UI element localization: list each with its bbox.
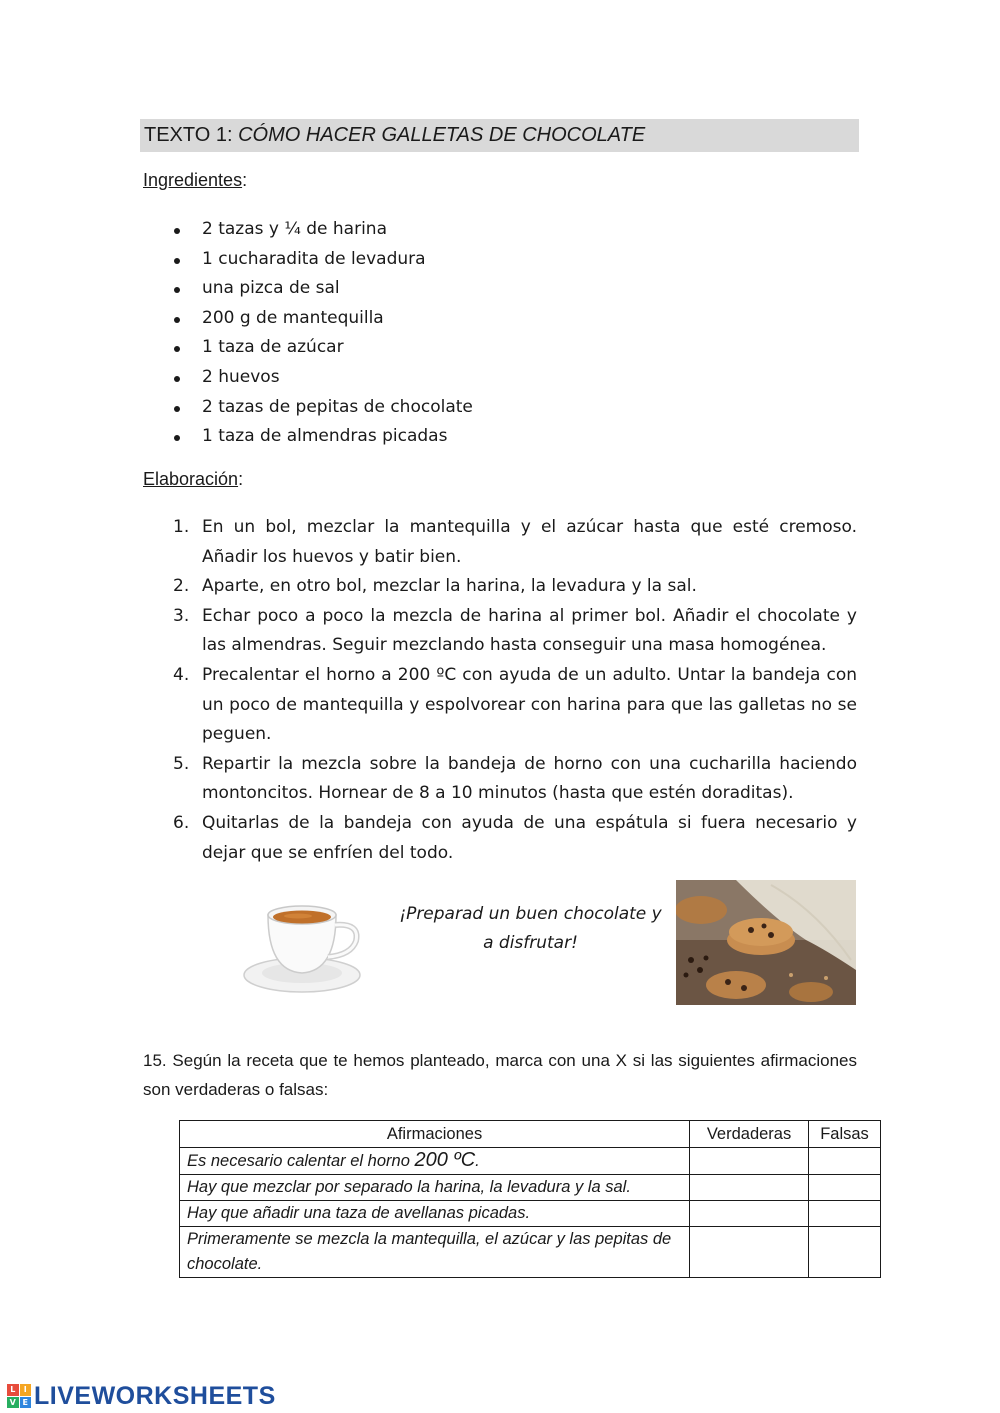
cookies-image xyxy=(676,880,856,1005)
false-answer-cell[interactable] xyxy=(809,1201,881,1227)
table-row xyxy=(180,1227,881,1278)
ingredients-list xyxy=(143,215,843,452)
true-answer-cell[interactable] xyxy=(690,1148,809,1175)
list-item: una pizca de sal xyxy=(143,274,843,304)
true-answer-cell[interactable] xyxy=(690,1175,809,1201)
step-text: En un bol, mezclar la mantequilla y el azúcar hasta que esté cremoso. Añadir los huevos y batir bien. xyxy=(202,517,857,567)
title-name: CÓMO HACER GALLETAS DE CHOCOLATE xyxy=(238,124,646,146)
step-number: 2. xyxy=(173,576,190,597)
step-item xyxy=(143,750,857,809)
tea-cup-image xyxy=(220,893,385,998)
header-false: Falsas xyxy=(809,1121,881,1148)
worksheet-title xyxy=(140,119,859,152)
title-prefix: TEXTO 1: xyxy=(144,124,239,146)
list-item: 2 tazas de pepitas de chocolate xyxy=(143,393,843,423)
step-text: Repartir la mezcla sobre la bandeja de horno con una cucharilla haciendo montoncitos. Hornear de 8 a 10 minutos (hasta que estén doraditas). xyxy=(202,753,857,804)
false-answer-cell[interactable] xyxy=(809,1227,881,1278)
ingredients-label: Ingredientes xyxy=(143,170,243,190)
true-answer-cell[interactable] xyxy=(690,1227,809,1278)
step-text: Quitarlas de la bandeja con ayuda de una espátula si fuera necesario y dejar que se enfríen del todo. xyxy=(202,812,857,863)
step-number: 6. xyxy=(173,812,190,833)
list-item: 1 cucharadita de levadura xyxy=(143,245,843,275)
ingredients-colon: : xyxy=(242,170,248,190)
step-text: Precalentar el horno a 200 ºC con ayuda de un adulto. Untar la bandeja con un poco de mantequilla y espolvorear con harina para que las galletas no se peguen. xyxy=(202,664,857,745)
list-item: 1 taza de azúcar xyxy=(143,333,843,363)
badge-letter: V xyxy=(7,1397,19,1409)
table-header-row xyxy=(180,1121,881,1148)
tea-cup-icon xyxy=(220,893,385,998)
statement-cell: Hay que mezclar por separado la harina, la levadura y la sal. xyxy=(180,1175,690,1201)
list-item: 1 taza de almendras picadas xyxy=(143,422,843,452)
step-number: 5. xyxy=(173,753,190,774)
statement-cell xyxy=(180,1148,690,1175)
statement-text: Es necesario calentar el horno xyxy=(187,1152,415,1170)
step-number: 3. xyxy=(173,605,190,626)
step-number: 1. xyxy=(173,517,190,537)
statement-cell: Hay que añadir una taza de avellanas picadas. xyxy=(180,1201,690,1227)
statement-end: . xyxy=(475,1152,480,1170)
list-item: 2 tazas y ¼ de harina xyxy=(143,215,843,245)
badge-letter: L xyxy=(7,1384,19,1396)
step-item xyxy=(143,513,857,572)
step-item xyxy=(143,572,857,602)
badge-letter: I xyxy=(20,1384,32,1396)
step-item xyxy=(143,809,857,868)
header-true: Verdaderas xyxy=(690,1121,809,1148)
caption-text: ¡Preparad un buen chocolate y a disfrutar! xyxy=(399,904,662,953)
cookies-icon xyxy=(676,880,856,1005)
elaboration-heading xyxy=(143,469,243,490)
list-item: 200 g de mantequilla xyxy=(143,304,843,334)
logo-text: LIVEWORKSHEETS xyxy=(34,1381,276,1410)
elaboration-label: Elaboración xyxy=(143,469,239,489)
logo-badge-icon xyxy=(7,1384,31,1408)
statement-temperature: 200 ºC xyxy=(414,1149,476,1171)
step-item xyxy=(143,661,857,750)
list-item: 2 huevos xyxy=(143,363,843,393)
statement-cell: Primeramente se mezcla la mantequilla, el azúcar y las pepitas de chocolate. xyxy=(180,1227,690,1278)
true-false-table xyxy=(179,1120,881,1278)
liveworksheets-logo xyxy=(7,1380,276,1412)
false-answer-cell[interactable] xyxy=(809,1148,881,1175)
ingredients-heading xyxy=(143,170,247,191)
step-text: Aparte, en otro bol, mezclar la harina, la levadura y la sal. xyxy=(202,576,697,597)
false-answer-cell[interactable] xyxy=(809,1175,881,1201)
elaboration-steps xyxy=(143,513,857,868)
step-number: 4. xyxy=(173,664,190,685)
table-row xyxy=(180,1148,881,1175)
table-row xyxy=(180,1175,881,1201)
step-item xyxy=(143,602,857,661)
table-row xyxy=(180,1201,881,1227)
badge-letter: E xyxy=(20,1397,32,1409)
question-text: 15. Según la receta que te hemos planteado, marca con una X si las siguientes afirmaciones son verdaderas o falsas: xyxy=(143,1051,857,1099)
step-text: Echar poco a poco la mezcla de harina al primer bol. Añadir el chocolate y las almendras. Seguir mezclando hasta conseguir una masa homogénea. xyxy=(202,605,857,656)
header-statements: Afirmaciones xyxy=(180,1121,690,1148)
elaboration-colon: : xyxy=(238,469,244,489)
true-answer-cell[interactable] xyxy=(690,1201,809,1227)
